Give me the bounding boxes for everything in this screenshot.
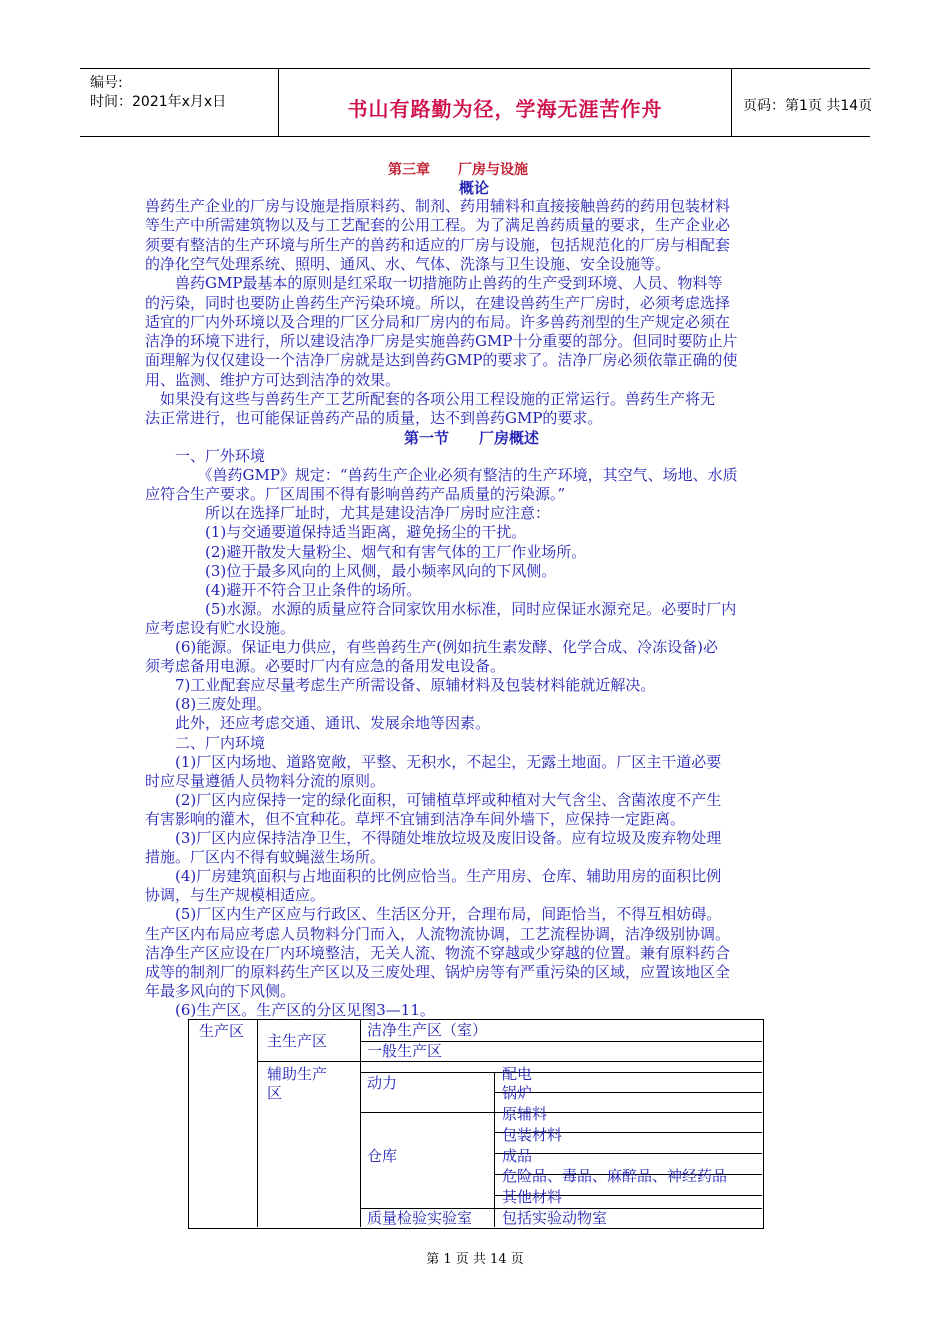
text-line: 须要有整洁的生产环境与所生产的兽药和适应的厂房与设施，包括规范化的厂房与相配套 (145, 235, 731, 254)
cell-warehouse-item: 包装材料 (502, 1126, 563, 1144)
text-line: 时应尽量遵循人员物料分流的原则。 (145, 771, 386, 790)
text-line: (2)厂区内应保持一定的绿化面积，可铺植草坪或种植对大气含尘、含菌浓度不产生 (145, 790, 722, 809)
doc-number-label: 编号: (90, 75, 123, 91)
cell-qc-lab: 质量检验实验室 (367, 1209, 473, 1227)
cell-qc-note: 包括实验动物室 (502, 1209, 608, 1227)
text-line: (3)厂区内应保持洁净卫生，不得随处堆放垃圾及废旧设备。应有垃圾及废弃物处理 (145, 829, 722, 847)
text-line: 兽药GMP最基本的原则是红采取一切措施防止兽药的生产受到环境、人员、物料等 (145, 274, 723, 293)
header-page-cell (731, 69, 873, 136)
cell-aux-production: 辅助生产 (267, 1065, 328, 1083)
text-line: 应考虑设有贮水设施。 (145, 618, 296, 637)
header-left-cell (80, 69, 278, 136)
text-line: (3)位于最多风向的上风侧，最小频率风向的下风侧。 (145, 561, 557, 580)
cell-warehouse-item: 原辅料 (502, 1105, 548, 1123)
cell-warehouse-item: 危险品、毒品、麻醉品、神经药品 (502, 1167, 728, 1185)
doc-date-label: 时间：2021年x月x日 (90, 94, 227, 110)
text-line: 的净化空气处理系统、照明、通风、水、气体、洗涤与卫生设施、安全设施等。 (145, 254, 671, 273)
header-page-info: 页码：第1页 共14页 (743, 98, 873, 114)
text-line: (8)三废处理。 (145, 695, 272, 714)
cell-power: 动力 (367, 1074, 398, 1092)
cell-warehouse-item: 成品 (502, 1147, 533, 1165)
header-motto: 书山有路勤为径，学海无涯苦作舟 (347, 97, 663, 121)
text-line: 此外，还应考虑交通、通讯、发展余地等因素。 (145, 714, 491, 733)
section-title: 第一节 厂房概述 (404, 429, 540, 447)
text-line: (2)避开散发大量粉尘、烟气和有害气体的工厂作业场所。 (145, 542, 587, 561)
chapter-title: 第三章 厂房与设施 (388, 162, 528, 178)
page-footer: 第 1 页 共 14 页 (426, 1252, 524, 1267)
cell-clean-production: 洁净生产区（室） (367, 1021, 488, 1039)
overview-title: 概论 (459, 179, 490, 197)
text-line: 如果没有这些与兽药生产工艺所配套的各项公用工程设施的正常运行。兽药生产将无 (145, 390, 716, 408)
text-line: 应符合生产要求。厂区周围不得有影响兽药产品质量的污染源。” (145, 485, 566, 504)
text-line: 须考虑备用电源。必要时厂内有应急的备用发电设备。 (145, 657, 506, 676)
text-line: 措施。厂区内不得有蚊蝇滋生场所。 (145, 848, 386, 867)
text-line: 的污染，同时也要防止兽药生产污染环境。所以，在建设兽药生产厂房时，必须考虑选择 (145, 293, 731, 312)
text-line: 面理解为仅仅建设一个洁净厂房就是达到兽药GMP的要求了。洁净厂房必须依靠正确的使 (145, 351, 738, 370)
cell-warehouse-item: 其他材料 (502, 1188, 563, 1206)
text-line: 一、厂外环境 (145, 447, 266, 465)
text-line: (4)厂房建筑面积与占地面积的比例应恰当。生产用房、仓库、辅助用房的面积比例 (145, 867, 722, 886)
cell-production-area: 生产区 (199, 1022, 245, 1040)
text-line: (6)能源。保证电力供应，有些兽药生产(例如抗生素发酵、化学合成、冷冻设备)必 (145, 638, 718, 656)
text-line: (6)生产区。生产区的分区见图3—11。 (145, 1000, 435, 1019)
text-line: 适宜的厂内外环境以及合理的厂区分局和厂房内的布局。许多兽药剂型的生产规定必须在 (145, 312, 731, 331)
text-line: 年最多风向的下风侧。 (145, 981, 296, 1000)
header-motto-cell (278, 69, 732, 136)
text-line: 《兽药GMP》规定：“兽药生产企业必须有整洁的生产环境，其空气、场地、水质 (145, 466, 738, 485)
text-line: 等生产中所需建筑物以及与工艺配套的公用工程。为了满足兽药质量的要求，生产企业必 (145, 216, 731, 235)
text-line: 成等的制剂厂的原料药生产区以及三废处理、锅炉房等有严重污染的区域，应置该地区全 (145, 962, 731, 981)
page-header (80, 68, 873, 137)
text-line: 协调，与生产规模相适应。 (145, 886, 326, 905)
text-line: (5)水源。水源的质量应符合同家饮用水标准，同时应保证水源充足。必要时厂内 (145, 599, 737, 618)
text-line: (4)避开不符合卫止条件的场所。 (145, 580, 422, 599)
cell-power-item: 配电 (502, 1065, 533, 1083)
text-line: 生产区内布局应考虑人员物料分门而入，人流物流协调，工艺流程协调，洁净级别协调。 (145, 924, 731, 943)
text-line: 法正常进行，也可能保证兽药产品的质量，达不到兽药GMP的要求。 (145, 409, 603, 428)
text-line: (1)厂区内场地、道路宽敞，平整、无积水，不起尘，无露土地面。厂区主干道必要 (145, 752, 722, 771)
cell-general-production: 一般生产区 (367, 1042, 443, 1060)
cell-warehouse: 仓库 (367, 1147, 398, 1165)
text-line: (5)厂区内生产区应与行政区、生活区分开，合理布局，间距恰当，不得互相妨碍。 (145, 905, 722, 924)
cell-power-item: 锅炉 (502, 1084, 533, 1102)
text-line: 所以在选择厂址时，尤其是建设洁净厂房时应注意： (145, 504, 551, 523)
text-line: (1)与交通要道保持适当距离，避免扬尘的干扰。 (145, 523, 527, 542)
text-line: 7)工业配套应尽量考虑生产所需设备、原辅材料及包装材料能就近解决。 (145, 676, 656, 695)
text-line: 用、监测、维护方可达到洁净的效果。 (145, 370, 401, 389)
cell-main-production: 主生产区 (267, 1032, 328, 1050)
text-line: 有害影响的灌木，但不宜种花。草坪不宜铺到洁净车间外墙下，应保持一定距离。 (145, 809, 686, 828)
text-line: 二、厂内环境 (145, 733, 266, 752)
production-area-table (188, 1019, 764, 1229)
text-line: 洁净的环境下进行，所以建设洁净厂房是实施兽药GMP十分重要的部分。但同时要防止片 (145, 332, 738, 351)
text-line: 洁净生产区应设在厂内环境整洁，无关人流、物流不穿越或少穿越的位置。兼有原料药合 (145, 943, 731, 962)
text-line: 兽药生产企业的厂房与设施是指原料药、制剂、药用辅料和直接接触兽药的药用包装材料 (145, 197, 731, 215)
cell-aux-production-2: 区 (267, 1084, 283, 1102)
